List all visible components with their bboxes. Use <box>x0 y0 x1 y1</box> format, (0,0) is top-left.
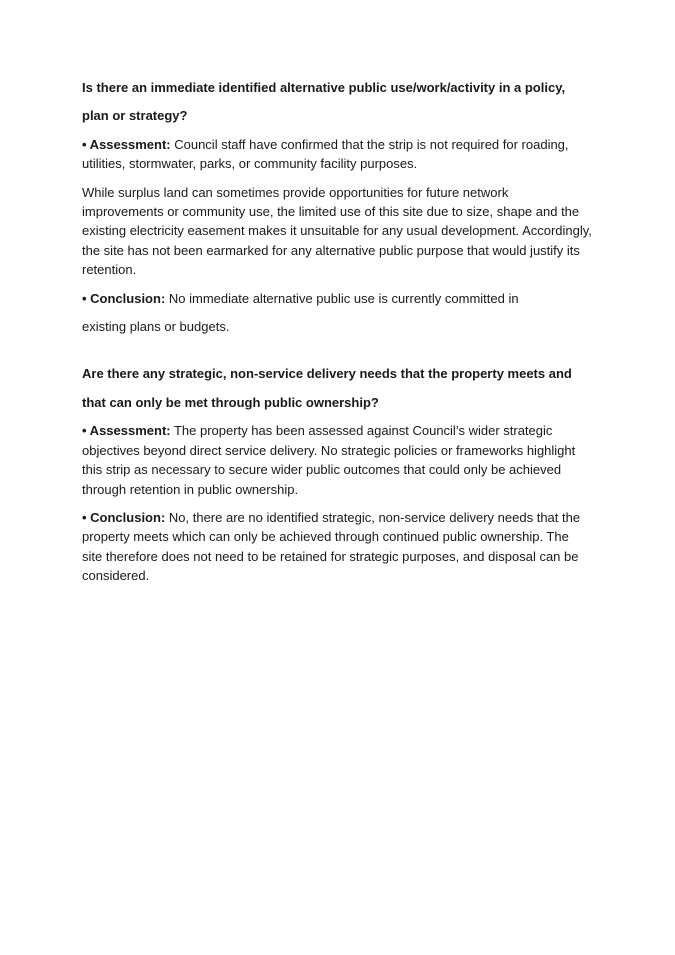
conclusion-label: • Conclusion: <box>82 290 166 306</box>
body-paragraph: While surplus land can sometimes provide opportunities for future network improvements or community use, the limited use of this site due to size, shape and the existing electricity easement makes it unsuitable for any usual development. Accordingly, the site has not been earmarked for any alternative public purpose that would justify its retention. <box>82 184 592 278</box>
section-heading-line2: that can only be met through public ownership? <box>82 394 379 410</box>
conclusion-text: No immediate alternative public use is currently committed in <box>165 290 519 306</box>
assessment-paragraph <box>82 421 592 499</box>
assessment-text: Council staff have confirmed that the strip is not required for roading, utilities, stormwater, parks, or community facility purposes. <box>82 136 569 172</box>
assessment-label: • Assessment: <box>82 136 171 152</box>
section-alternative-public-use <box>82 78 592 336</box>
section-heading-line2: plan or strategy? <box>82 108 188 124</box>
section-heading-line1: Is there an immediate identified alternative public use/work/activity in a policy, <box>82 80 566 95</box>
assessment-label: • Assessment: <box>82 423 171 439</box>
conclusion-paragraph <box>82 289 592 308</box>
section-spacer <box>82 345 592 364</box>
conclusion-label: • Conclusion: <box>82 509 166 525</box>
conclusion-paragraph <box>82 508 592 586</box>
section-heading-line1: Are there any strategic, non-service delivery needs that the property meets and <box>82 366 572 382</box>
conclusion-continuation: existing plans or budgets. <box>82 319 230 335</box>
assessment-text: The property has been assessed against Council’s wider strategic objectives beyond direct service delivery. No strategic policies or frameworks highlight this strip as necessary to secure wider public outcomes that could only be achieved through retention in public ownership. <box>82 423 576 497</box>
conclusion-text: No, there are no identified strategic, non-service delivery needs that the property meets which can only be achieved through continued public ownership. The site therefore does not need to be retained for strategic purposes, and disposal can be considered. <box>82 509 581 584</box>
section-strategic-needs <box>82 364 592 585</box>
document-page <box>82 78 592 595</box>
assessment-paragraph <box>82 135 592 174</box>
